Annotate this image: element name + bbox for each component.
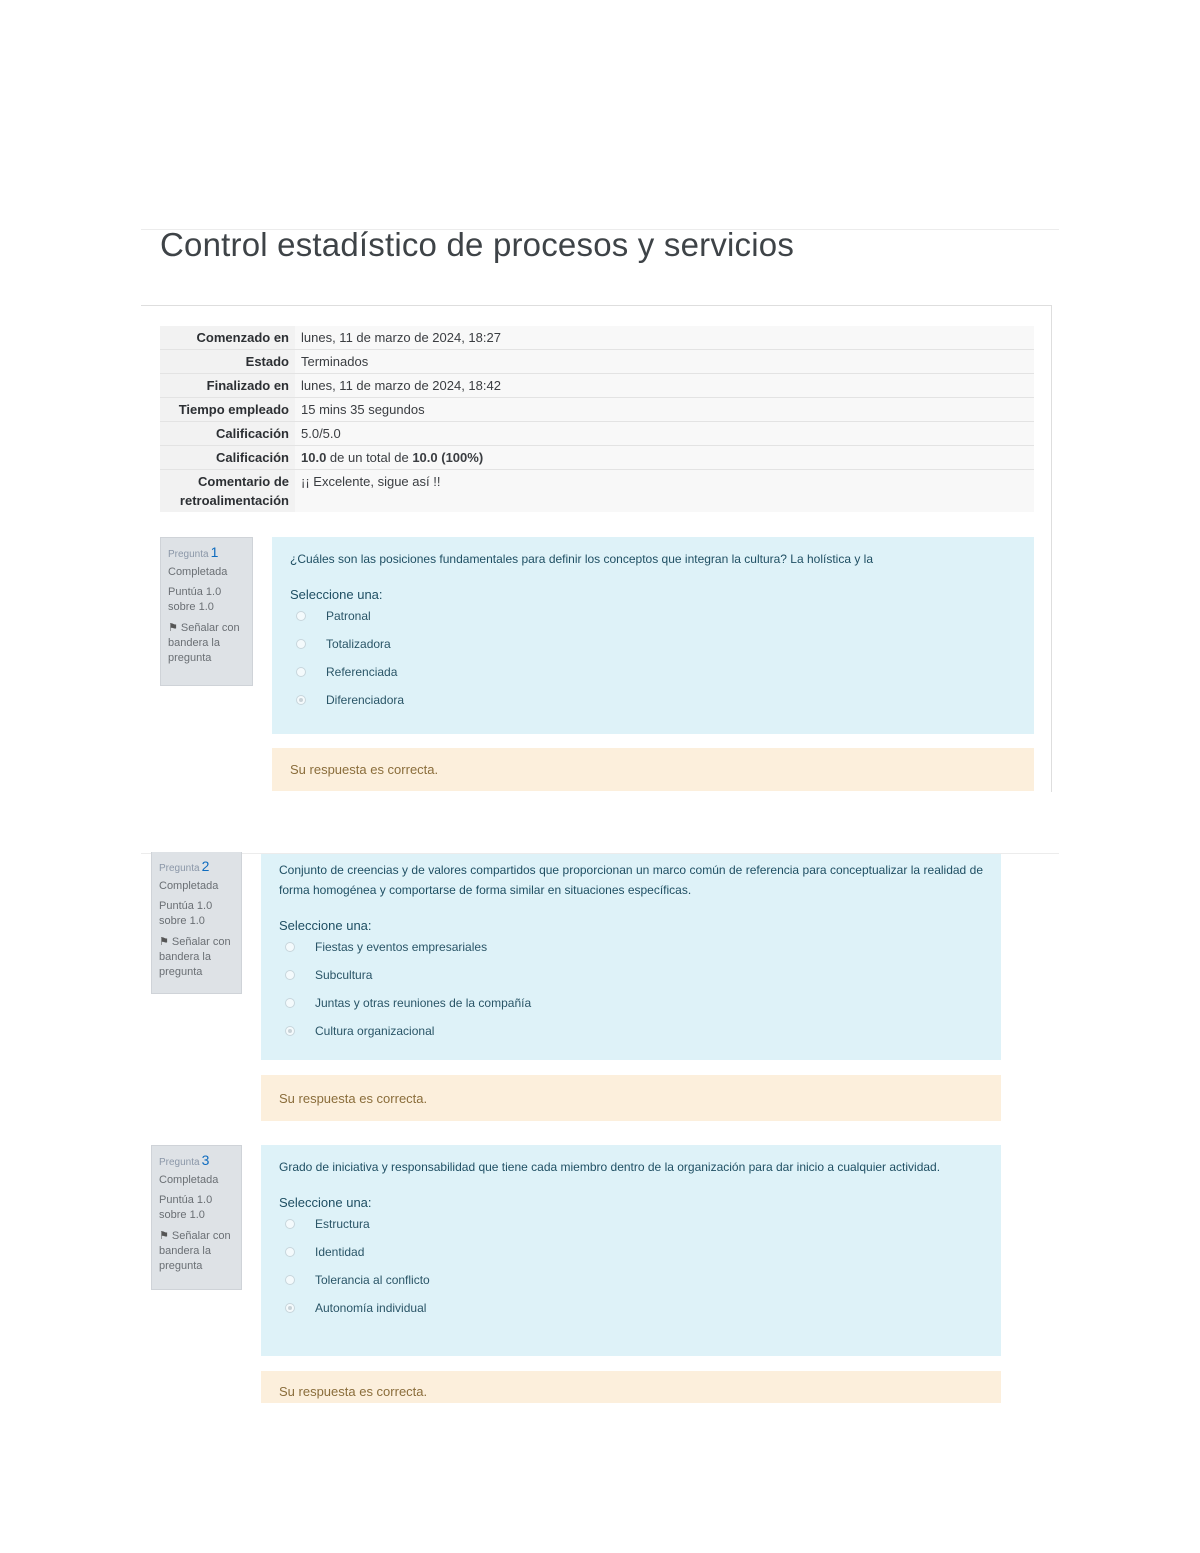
summary-value: Terminados	[295, 350, 1034, 374]
summary-key: Calificación	[160, 446, 295, 470]
radio-button[interactable]	[285, 1219, 295, 1229]
summary-key: Calificación	[160, 422, 295, 446]
radio-button-checked[interactable]	[285, 1303, 295, 1313]
grade-total: 10.0	[412, 450, 438, 465]
summary-key: Finalizado en	[160, 374, 295, 398]
radio-button[interactable]	[285, 942, 295, 952]
question-info-3	[151, 1145, 242, 1290]
question-number: Pregunta 1	[168, 544, 219, 560]
answer-option-selected[interactable]: Cultura organizacional	[279, 1017, 983, 1045]
question-state: Completada	[159, 880, 219, 892]
question-content-2	[261, 854, 1001, 1060]
question-number: Pregunta 2	[159, 858, 210, 874]
flag-icon: ⚑	[159, 1230, 169, 1242]
grade-points: 10.0	[301, 450, 327, 465]
summary-row	[160, 446, 1034, 470]
radio-button[interactable]	[285, 1247, 295, 1257]
flag-question-link[interactable]: ⚑ Señalar con bandera la pregunta	[159, 936, 231, 978]
summary-key: Comenzado en	[160, 326, 295, 350]
summary-key: Comentario de retroalimentación	[160, 470, 295, 513]
question-state: Completada	[168, 566, 228, 578]
question-score: Puntúa 1.0 sobre 1.0	[168, 586, 222, 613]
answer-option[interactable]: Subcultura	[279, 961, 983, 989]
page-title: Control estadístico de procesos y servicios	[160, 226, 795, 263]
question-stem: Grado de iniciativa y responsabilidad que tiene cada miembro dentro de la organización para dar inicio a cualquier actividad.	[279, 1160, 941, 1174]
summary-value: lunes, 11 de marzo de 2024, 18:42	[295, 374, 1034, 398]
question-stem: ¿Cuáles son las posiciones fundamentales para definir los conceptos que integran la cultura? La holística y la	[290, 552, 874, 566]
radio-button[interactable]	[296, 639, 306, 649]
summary-row	[160, 374, 1034, 398]
answer-option[interactable]: Totalizadora	[290, 630, 1016, 658]
radio-button[interactable]	[285, 1275, 295, 1285]
answer-option[interactable]: Patronal	[290, 602, 1016, 630]
attempt-summary-table	[160, 326, 1034, 512]
summary-value: ¡¡ Excelente, sigue así !!	[295, 470, 1034, 513]
summary-row	[160, 470, 1034, 513]
feedback-box-2: Su respuesta es correcta.	[261, 1075, 1001, 1121]
feedback-box-1: Su respuesta es correcta.	[272, 748, 1034, 791]
radio-button-checked[interactable]	[285, 1026, 295, 1036]
question-content-3	[261, 1145, 1001, 1356]
summary-key: Tiempo empleado	[160, 398, 295, 422]
question-number: Pregunta 3	[159, 1152, 210, 1168]
radio-button[interactable]	[296, 667, 306, 677]
answer-prompt: Seleccione una:	[290, 587, 383, 602]
summary-value: 5.0/5.0	[295, 422, 1034, 446]
answer-option[interactable]: Juntas y otras reuniones de la compañía	[279, 989, 983, 1017]
summary-row	[160, 350, 1034, 374]
grade-percent: (100%)	[437, 450, 484, 465]
answer-option[interactable]: Fiestas y eventos empresariales	[279, 933, 983, 961]
summary-row	[160, 398, 1034, 422]
question-score: Puntúa 1.0 sobre 1.0	[159, 1194, 213, 1221]
question-content-1	[272, 537, 1034, 734]
flag-question-link[interactable]: ⚑ Señalar con bandera la pregunta	[168, 622, 240, 664]
radio-button[interactable]	[285, 998, 295, 1008]
answer-prompt: Seleccione una:	[279, 1195, 372, 1210]
answer-option[interactable]: Estructura	[279, 1210, 983, 1238]
flag-icon: ⚑	[159, 936, 169, 948]
answer-option[interactable]: Identidad	[279, 1238, 983, 1266]
summary-value: 15 mins 35 segundos	[295, 398, 1034, 422]
flag-icon: ⚑	[168, 622, 178, 634]
answer-option-selected[interactable]: Autonomía individual	[279, 1294, 983, 1322]
flag-question-link[interactable]: ⚑ Señalar con bandera la pregunta	[159, 1230, 231, 1272]
question-score: Puntúa 1.0 sobre 1.0	[159, 900, 213, 927]
summary-row	[160, 326, 1034, 350]
radio-button-checked[interactable]	[296, 695, 306, 705]
question-state: Completada	[159, 1174, 219, 1186]
summary-row	[160, 422, 1034, 446]
answer-option[interactable]: Tolerancia al conflicto	[279, 1266, 983, 1294]
answer-option[interactable]: Referenciada	[290, 658, 1016, 686]
question-stem: Conjunto de creencias y de valores compartidos que proporcionan un marco común de referencia para conceptualizar la realidad de forma homogénea y comportarse de forma similar en situaciones específicas.	[279, 863, 983, 897]
radio-button[interactable]	[296, 611, 306, 621]
answer-option-selected[interactable]: Diferenciadora	[290, 686, 1016, 714]
radio-button[interactable]	[285, 970, 295, 980]
summary-value: lunes, 11 de marzo de 2024, 18:27	[295, 326, 1034, 350]
feedback-box-3: Su respuesta es correcta.	[261, 1371, 1001, 1403]
summary-key: Estado	[160, 350, 295, 374]
grade-connector: de un total de	[326, 450, 413, 465]
question-info-2	[151, 852, 242, 994]
answer-prompt: Seleccione una:	[279, 918, 372, 933]
question-info-1	[160, 537, 253, 686]
grade-value	[295, 446, 1034, 470]
